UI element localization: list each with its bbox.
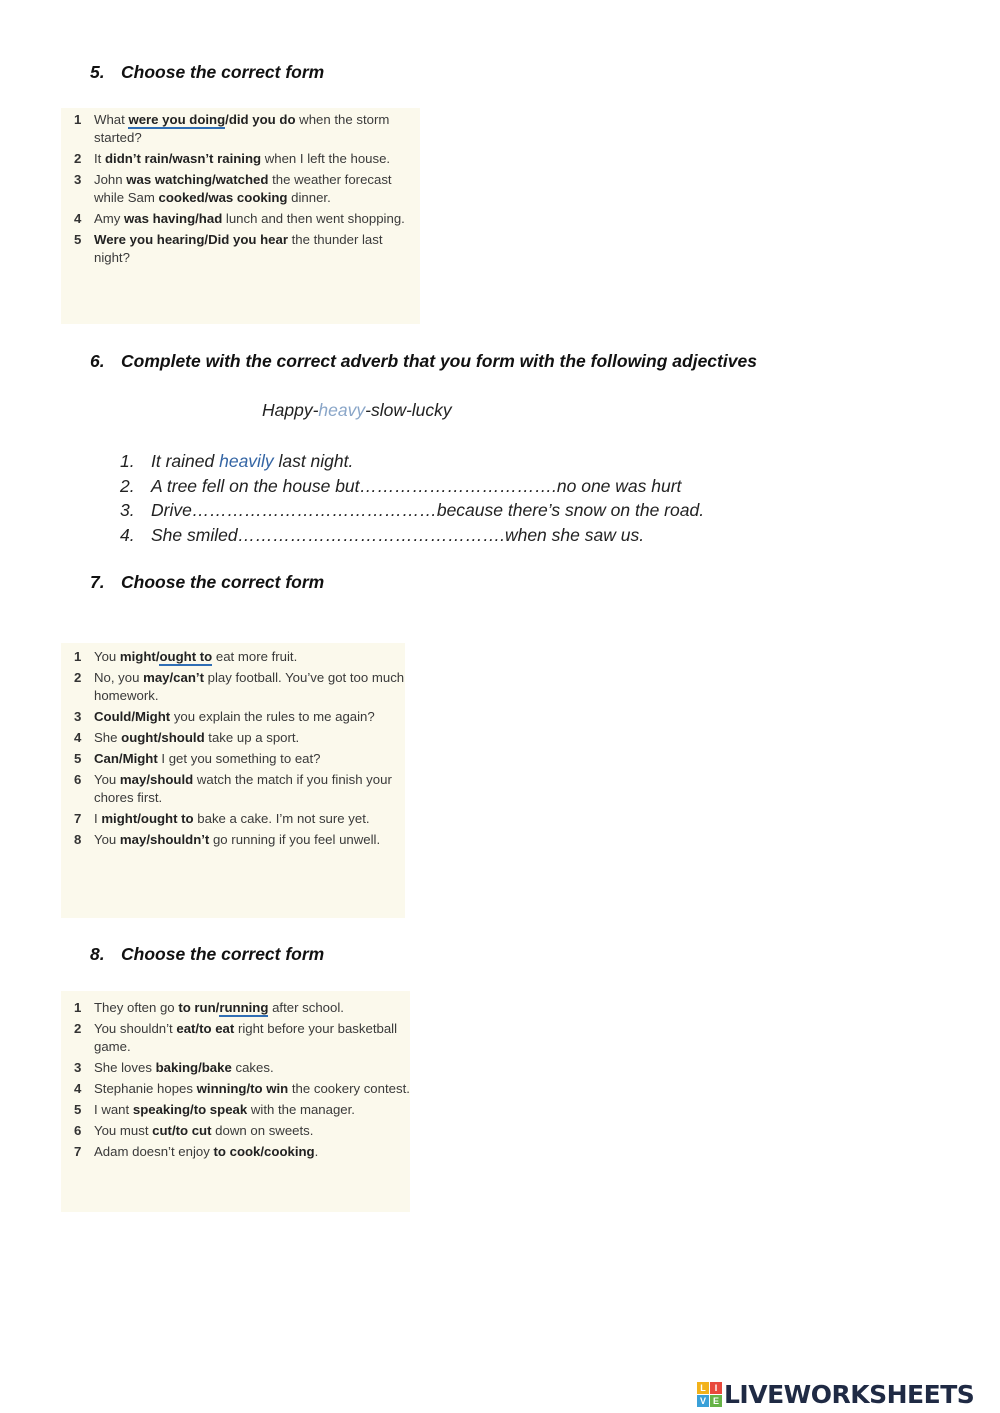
adjective-happy: Happy- (262, 400, 319, 420)
choice-option[interactable]: ought to (159, 649, 213, 664)
section-number: 5. (90, 62, 105, 82)
choice-option[interactable]: may/can’t (143, 670, 204, 685)
exercise-item (61, 111, 420, 147)
item-text: you explain the rules to me again? (170, 709, 375, 724)
item-number: 1 (74, 1000, 82, 1015)
choice-option[interactable]: Can/Might (94, 751, 158, 766)
item-text: watch the match if you finish your chores first. (94, 772, 392, 805)
item-text: the weather forecast while Sam (94, 172, 392, 205)
section-number: 7. (90, 572, 105, 592)
item-text: She loves (94, 1060, 156, 1075)
logo-mark-letter: V (697, 1395, 709, 1407)
sentence-number: 2. (120, 475, 135, 496)
section-number: 8. (90, 944, 105, 964)
sentence-text: last night. (273, 451, 354, 471)
adjective-heavy: heavy (318, 400, 366, 420)
item-text: when the storm started? (94, 112, 390, 145)
item-text: go running if you feel unwell. (209, 832, 381, 847)
choice-option[interactable]: running (219, 1000, 269, 1015)
logo-mark-icon (697, 1382, 722, 1407)
sentence-list (120, 449, 704, 547)
item-number: 4 (74, 730, 82, 745)
item-number: 1 (74, 112, 82, 127)
item-text: John (94, 172, 127, 187)
item-text: lunch and then went shopping. (222, 211, 405, 226)
item-text: after school. (268, 1000, 344, 1015)
section-6-heading (90, 351, 757, 372)
adjective-slow-lucky: -slow-lucky (365, 400, 452, 420)
item-number: 6 (74, 772, 82, 787)
answer-example: heavily (219, 451, 274, 471)
choice-option[interactable]: Could/Might (94, 709, 171, 724)
sentence-text: It rained (151, 451, 220, 471)
item-text: the thunder last night? (94, 232, 383, 265)
item-number: 5 (74, 232, 82, 247)
choice-option[interactable]: didn’t rain/wasn’t raining (105, 151, 262, 166)
exercise-item (61, 1020, 410, 1056)
choice-option[interactable]: may/should (119, 772, 194, 787)
item-number: 4 (74, 1081, 82, 1096)
choice-option[interactable]: might/ (119, 649, 160, 664)
adjective-list (262, 400, 452, 421)
sentence-text: Drive (151, 500, 192, 520)
logo-mark-letter: I (710, 1382, 722, 1394)
item-text: with the manager. (247, 1102, 355, 1117)
exercise-5-image (61, 108, 420, 324)
exercise-item (61, 831, 405, 849)
item-number: 8 (74, 832, 82, 847)
item-text: You (94, 772, 120, 787)
choice-option[interactable]: cut/to cut (152, 1123, 212, 1138)
choice-option[interactable]: eat/to eat (176, 1021, 235, 1036)
sentence-number: 1. (120, 451, 135, 471)
item-text: You (94, 649, 120, 664)
item-text: when I left the house. (261, 151, 391, 166)
answer-blank[interactable]: …………………………………… (191, 500, 437, 520)
item-text: I (94, 811, 102, 826)
logo-mark-letter: L (697, 1382, 709, 1394)
item-number: 7 (74, 811, 82, 826)
item-number: 1 (74, 649, 82, 664)
item-text: the cookery contest. (288, 1081, 410, 1096)
item-text: down on sweets. (211, 1123, 314, 1138)
exercise-item (61, 231, 420, 267)
choice-option[interactable]: /did you do (225, 112, 296, 127)
sentence-4 (120, 523, 704, 548)
section-title: Choose the correct form (121, 572, 325, 592)
exercise-item (61, 210, 420, 228)
item-text: Adam doesn’t enjoy (94, 1144, 214, 1159)
choice-option[interactable]: were you doing (128, 112, 226, 127)
item-text: dinner. (287, 190, 331, 205)
exercise-item (61, 648, 405, 666)
item-text: right before your basketball game. (94, 1021, 398, 1054)
item-text: It (94, 151, 105, 166)
exercise-item (61, 771, 405, 807)
exercise-item (61, 729, 405, 747)
item-text: What (94, 112, 129, 127)
choice-option[interactable]: cooked/was cooking (158, 190, 288, 205)
choice-option[interactable]: may/shouldn’t (119, 832, 210, 847)
item-number: 3 (74, 709, 82, 724)
sentence-text: because there’s snow on the road. (436, 500, 705, 520)
item-number: 6 (74, 1123, 82, 1138)
item-text: . (314, 1144, 319, 1159)
answer-blank[interactable]: …………………………… (359, 475, 553, 496)
section-number: 6. (90, 351, 105, 371)
sentence-text: She smiled (151, 524, 238, 545)
item-number: 7 (74, 1144, 82, 1159)
item-text: You (94, 832, 120, 847)
sentence-text: when she saw us. (504, 524, 645, 545)
exercise-item (61, 750, 405, 768)
item-number: 3 (74, 172, 82, 187)
choice-option[interactable]: baking/bake (155, 1060, 232, 1075)
item-number: 2 (74, 1021, 82, 1036)
exercise-item (61, 1080, 410, 1098)
liveworksheets-logo[interactable] (697, 1376, 974, 1412)
item-text: Amy (94, 211, 125, 226)
item-number: 5 (74, 751, 82, 766)
section-title: Choose the correct form (121, 62, 325, 82)
section-5-heading (90, 62, 324, 83)
item-number: 3 (74, 1060, 82, 1075)
item-text: Stephanie hopes (94, 1081, 197, 1096)
item-text: I want (94, 1102, 133, 1117)
exercise-item (61, 708, 405, 726)
answer-blank[interactable]: ………………………………………. (237, 524, 505, 545)
exercise-item (61, 999, 410, 1017)
item-text: No, you (94, 670, 144, 685)
sentence-number: 3. (120, 500, 135, 520)
choice-option[interactable]: to cook/cooking (213, 1144, 315, 1159)
sentence-1 (120, 449, 704, 474)
sentence-text: A tree fell on the house but (151, 475, 360, 496)
item-text: take up a sport. (204, 730, 300, 745)
choice-option[interactable]: was having/had (124, 211, 223, 226)
exercise-item (61, 1122, 410, 1140)
item-text: She (94, 730, 122, 745)
choice-option[interactable]: winning/to win (196, 1081, 289, 1096)
exercise-item (61, 1059, 410, 1077)
item-text: You must (94, 1123, 153, 1138)
item-number: 4 (74, 211, 82, 226)
sentence-3 (120, 498, 704, 523)
exercise-item (61, 1101, 410, 1119)
exercise-item (61, 1143, 410, 1161)
item-text: You shouldn’t (94, 1021, 177, 1036)
sentence-2 (120, 474, 704, 499)
item-text: cakes. (231, 1060, 274, 1075)
section-title: Choose the correct form (121, 944, 325, 964)
exercise-item (61, 810, 405, 828)
choice-option[interactable]: was watching/watched (126, 172, 269, 187)
choice-option[interactable]: might/ought to (101, 811, 194, 826)
exercise-8-image (61, 991, 410, 1212)
item-text: They often go (94, 1000, 179, 1015)
item-text: bake a cake. I’m not sure yet. (193, 811, 370, 826)
exercise-item (61, 150, 420, 168)
item-number: 2 (74, 670, 82, 685)
exercise-item (61, 669, 405, 705)
logo-mark-letter: E (710, 1395, 722, 1407)
section-8-heading (90, 944, 324, 965)
section-7-heading (90, 572, 324, 593)
item-text: I get you something to eat? (157, 751, 321, 766)
exercise-7-image (61, 643, 405, 918)
choice-option[interactable]: ought/should (121, 730, 205, 745)
item-number: 5 (74, 1102, 82, 1117)
choice-option[interactable]: Were you hearing/Did you hear (94, 232, 288, 247)
sentence-number: 4. (120, 524, 135, 545)
exercise-item (61, 171, 420, 207)
section-title: Complete with the correct adverb that you form with the following adjectives (121, 351, 757, 371)
logo-text: LIVEWORKSHEETS (724, 1379, 975, 1409)
item-number: 2 (74, 151, 82, 166)
item-text: eat more fruit. (212, 649, 298, 664)
choice-option[interactable]: speaking/to speak (132, 1102, 248, 1117)
sentence-text: .no one was hurt (552, 475, 682, 496)
item-text: play football. You’ve got too much homework. (94, 670, 405, 703)
choice-option[interactable]: to run/ (178, 1000, 220, 1015)
